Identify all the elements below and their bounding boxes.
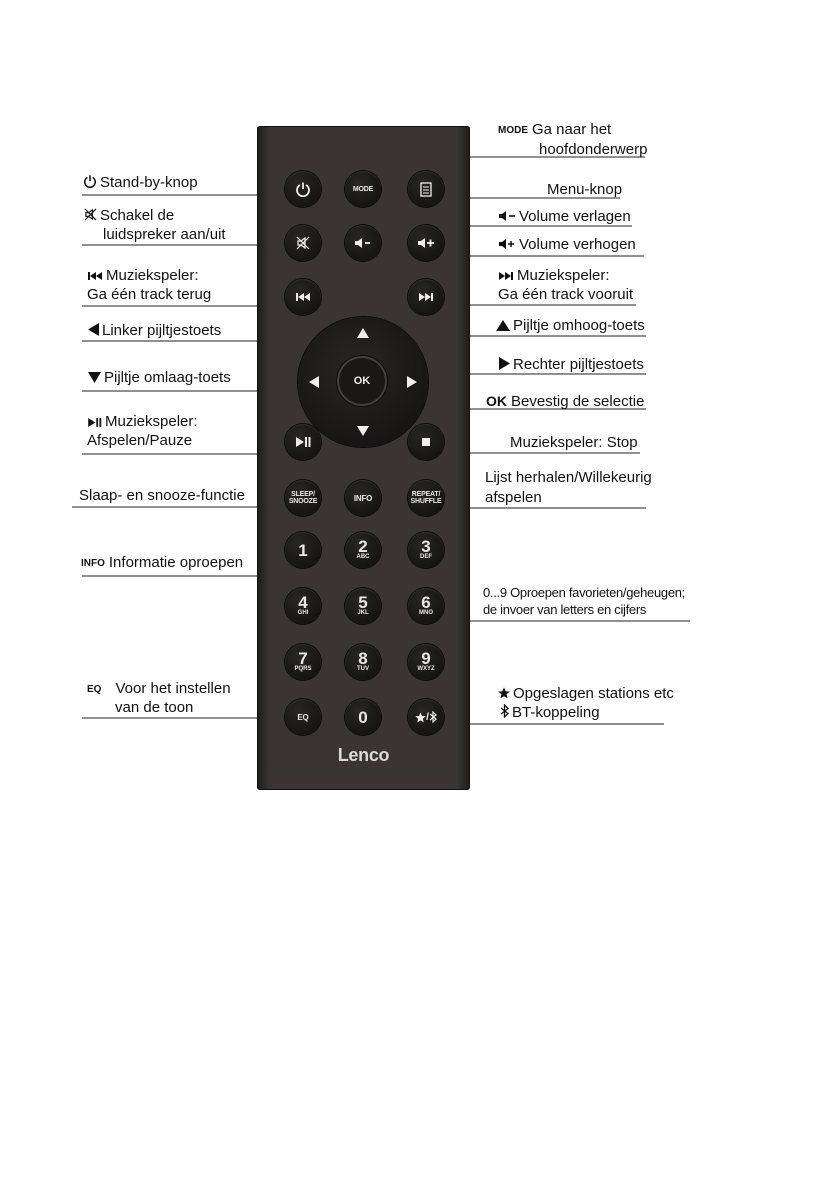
stop-button[interactable] [408, 424, 444, 460]
digit-letters: DEF [420, 554, 432, 560]
triangle-up-icon [357, 328, 369, 338]
mute-line1: Schakel de [100, 207, 175, 224]
repeat-shuffle-button[interactable] [408, 480, 444, 516]
volume-down-button[interactable] [345, 225, 381, 261]
speaker-off-icon [84, 207, 97, 226]
bluetooth-icon [500, 704, 509, 723]
next-track-line1: Muziekspeler: [517, 267, 610, 284]
up-arrow-button[interactable] [353, 323, 373, 343]
star-icon [498, 685, 510, 704]
play-pause-icon [295, 437, 311, 447]
eq-line1: Voor het instellen [115, 680, 231, 697]
mute-label [84, 206, 174, 226]
eq-line2: van de toon [115, 699, 194, 716]
ok-tag: OK [486, 393, 507, 409]
prev-track-label [87, 266, 199, 286]
ok-label [486, 392, 644, 411]
star-label [498, 684, 674, 704]
next-track-label [498, 266, 610, 286]
digit-letters: MNO [419, 610, 433, 616]
speaker-off-icon [296, 236, 310, 250]
ok-text: Bevestig de selectie [511, 393, 645, 410]
sleep-snooze-button[interactable] [285, 480, 321, 516]
digit-0-button[interactable] [345, 699, 381, 735]
right-arrow-button[interactable] [402, 372, 422, 392]
triangle-left-icon [88, 322, 99, 341]
up-arrow-text: Pijltje omhoog-toets [513, 317, 645, 334]
eq-button-label: EQ [297, 712, 309, 722]
skip-back-icon [295, 292, 311, 302]
info-tag: INFO [81, 558, 105, 569]
triangle-down-icon [357, 426, 369, 436]
eq-button[interactable] [285, 699, 321, 735]
digit-1-button[interactable] [285, 532, 321, 568]
digit-letters: TUV [357, 666, 369, 672]
stop-label: Muziekspeler: Stop [510, 434, 638, 451]
previous-track-button[interactable] [285, 279, 321, 315]
digit-letters: PQRS [294, 666, 312, 672]
star-bluetooth-glyphs [415, 711, 437, 723]
digit-letters: ABC [356, 554, 370, 560]
play-pause-button[interactable] [285, 424, 321, 460]
down-arrow-text: Pijltje omlaag-toets [104, 369, 231, 386]
digit-number: 6 [421, 593, 431, 612]
digit-number: 2 [358, 537, 368, 556]
play-pause-line1: Muziekspeler: [105, 413, 198, 430]
digit-number: 9 [421, 649, 431, 668]
play-pause-label [87, 412, 198, 432]
triangle-left-icon [309, 376, 319, 388]
volume-up-text: Volume verhogen [519, 236, 636, 253]
volume-down-icon [354, 236, 372, 250]
mode-label-line1: Ga naar het [532, 121, 612, 138]
up-arrow-label [496, 316, 645, 336]
volume-up-icon [417, 236, 435, 250]
menu-button[interactable] [408, 171, 444, 207]
menu-icon [420, 182, 432, 197]
info-text: Informatie oproepen [108, 554, 244, 571]
volume-down-icon [498, 208, 516, 227]
mode-label [498, 120, 611, 140]
down-arrow-label [88, 368, 231, 388]
mode-button-label: MODE [352, 185, 374, 193]
digit-number: 5 [358, 593, 368, 612]
repeat-label-line2: SHUFFLE [410, 498, 442, 505]
star-text: Opgeslagen stations etc [513, 685, 674, 702]
mode-button[interactable] [345, 171, 381, 207]
info-button[interactable] [345, 480, 381, 516]
right-arrow-text: Rechter pijltjestoets [513, 356, 644, 373]
repeat-label-line1: Lijst herhalen/Willekeurig [485, 469, 652, 486]
volume-up-button[interactable] [408, 225, 444, 261]
digit-number: 7 [298, 649, 308, 668]
right-arrow-label [499, 355, 644, 375]
digit-4-button[interactable] [285, 588, 321, 624]
mute-line2: luidspreker aan/uit [103, 226, 226, 243]
left-arrow-text: Linker pijltjestoets [102, 322, 222, 339]
repeat-label-line1: REPEAT/ [411, 491, 441, 498]
triangle-right-icon [499, 356, 510, 375]
sleep-label: Slaap- en snooze-functie [79, 487, 245, 504]
sleep-label-line2: SNOOZE [288, 498, 318, 505]
digit-7-button[interactable] [285, 644, 321, 680]
ok-button[interactable]: OK [339, 358, 385, 404]
digits-label-line2: de invoer van letters en cijfers [483, 602, 647, 617]
volume-down-label [498, 207, 631, 227]
left-arrow-button[interactable] [304, 372, 324, 392]
speaker-toggle-button[interactable] [285, 225, 321, 261]
play-pause-line2: Afspelen/Pauze [87, 432, 193, 449]
down-arrow-button[interactable] [353, 421, 373, 441]
eq-tag: EQ [87, 684, 102, 695]
next-track-button[interactable] [408, 279, 444, 315]
brand-logo: Lenco [337, 745, 390, 765]
digit-3-button[interactable] [408, 532, 444, 568]
skip-back-icon [87, 267, 103, 286]
bluetooth-icon [429, 711, 437, 723]
repeat-label-line2: afspelen [485, 489, 542, 506]
digit-9-button[interactable] [408, 644, 444, 680]
prev-track-line2: Ga één track terug [87, 286, 212, 303]
digit-number: 1 [298, 540, 308, 560]
star-bt-slash: / [426, 711, 429, 723]
mode-tag: MODE [498, 125, 528, 136]
volume-up-icon [498, 236, 516, 255]
digits-label-line1: 0...9 Oproepen favorieten/geheugen; [483, 585, 685, 600]
triangle-up-icon [496, 317, 510, 336]
bluetooth-text: BT-koppeling [512, 704, 600, 721]
triangle-right-icon [407, 376, 417, 388]
play-pause-icon [87, 413, 102, 432]
skip-forward-icon [418, 292, 434, 302]
bluetooth-label [500, 703, 600, 723]
digit-number: 4 [298, 593, 308, 612]
digit-6-button[interactable] [408, 588, 444, 624]
remote-control [257, 126, 470, 790]
sleep-label-line1: SLEEP/ [291, 491, 315, 498]
power-button[interactable] [285, 171, 321, 207]
digit-letters: JKL [357, 610, 369, 616]
power-icon [295, 181, 311, 197]
digit-number: 3 [421, 537, 431, 556]
power-icon [83, 174, 97, 193]
digit-letters: WXYZ [417, 666, 435, 672]
stop-icon [421, 437, 431, 447]
volume-down-text: Volume verlagen [519, 208, 631, 225]
digit-5-button[interactable] [345, 588, 381, 624]
favorite-bluetooth-button[interactable] [408, 699, 444, 735]
next-track-line2: Ga één track vooruit [498, 286, 634, 303]
digit-2-button[interactable] [345, 532, 381, 568]
mode-label-line2: hoofdonderwerp [539, 141, 648, 158]
skip-forward-icon [498, 267, 514, 286]
info-button-label: INFO [353, 493, 373, 503]
standby-label [83, 173, 198, 193]
eq-label [87, 679, 231, 699]
navigation-pad [298, 317, 428, 447]
digit-number: 8 [358, 649, 368, 668]
standby-text: Stand-by-knop [100, 174, 198, 191]
left-arrow-label [88, 321, 221, 341]
digit-number: 0 [358, 707, 368, 727]
triangle-down-icon [88, 369, 101, 388]
prev-track-line1: Muziekspeler: [106, 267, 199, 284]
digit-letters: GHI [297, 610, 309, 616]
star-icon [415, 712, 426, 723]
menu-label: Menu-knop [547, 181, 623, 198]
info-label [81, 553, 243, 573]
digit-8-button[interactable] [345, 644, 381, 680]
volume-up-label [498, 235, 636, 255]
